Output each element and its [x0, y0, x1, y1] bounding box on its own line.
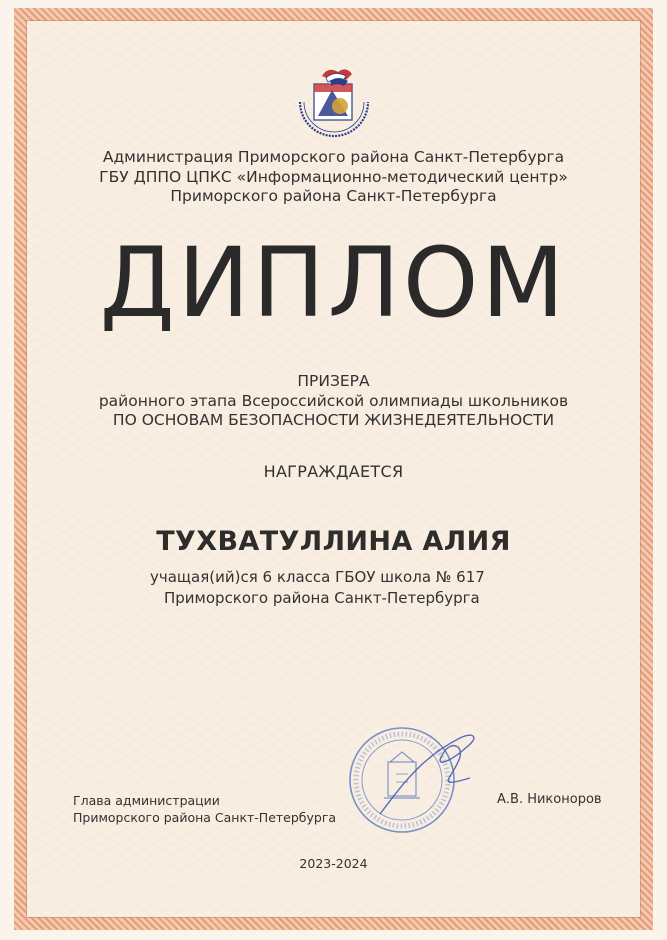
recipient-name: ТУХВАТУЛЛИНА АЛИЯ	[156, 526, 511, 557]
award-line: районного этапа Всероссийской олимпиады школьников	[98, 391, 569, 410]
awarded-label: НАГРАЖДАЕТСЯ	[263, 462, 404, 481]
olympiad-emblem-icon	[294, 62, 374, 138]
organization-line: ГБУ ДППО ЦПКС «Информационно-методический центр»	[99, 167, 568, 186]
recipient-details	[150, 567, 550, 609]
diploma-title: ДИПЛОМ	[99, 227, 568, 339]
award-block	[0, 372, 667, 431]
official-stamp-icon	[340, 718, 490, 838]
organization-line: Администрация Приморского района Санкт-Петербурга	[102, 148, 565, 166]
signatory-position	[73, 792, 336, 826]
signatory-name: А.В. Никоноров	[497, 792, 602, 807]
academic-year: 2023-2024	[299, 856, 368, 871]
handwritten-signature-icon	[380, 735, 474, 814]
signatory-position-line: Глава администрации	[73, 793, 220, 808]
organization-line: Приморского района Санкт-Петербурга	[170, 187, 497, 205]
award-line: ПРИЗЕРА	[297, 372, 370, 390]
recipient-detail-line: учащая(ий)ся 6 класса ГБОУ школа № 617	[150, 568, 485, 586]
signatory-position-line: Приморского района Санкт-Петербурга	[73, 810, 337, 825]
organization-block	[0, 148, 667, 207]
recipient-detail-line: Приморского района Санкт-Петербурга	[164, 589, 480, 607]
award-line: ПО ОСНОВАМ БЕЗОПАСНОСТИ ЖИЗНЕДЕЯТЕЛЬНОСТИ	[112, 411, 555, 429]
